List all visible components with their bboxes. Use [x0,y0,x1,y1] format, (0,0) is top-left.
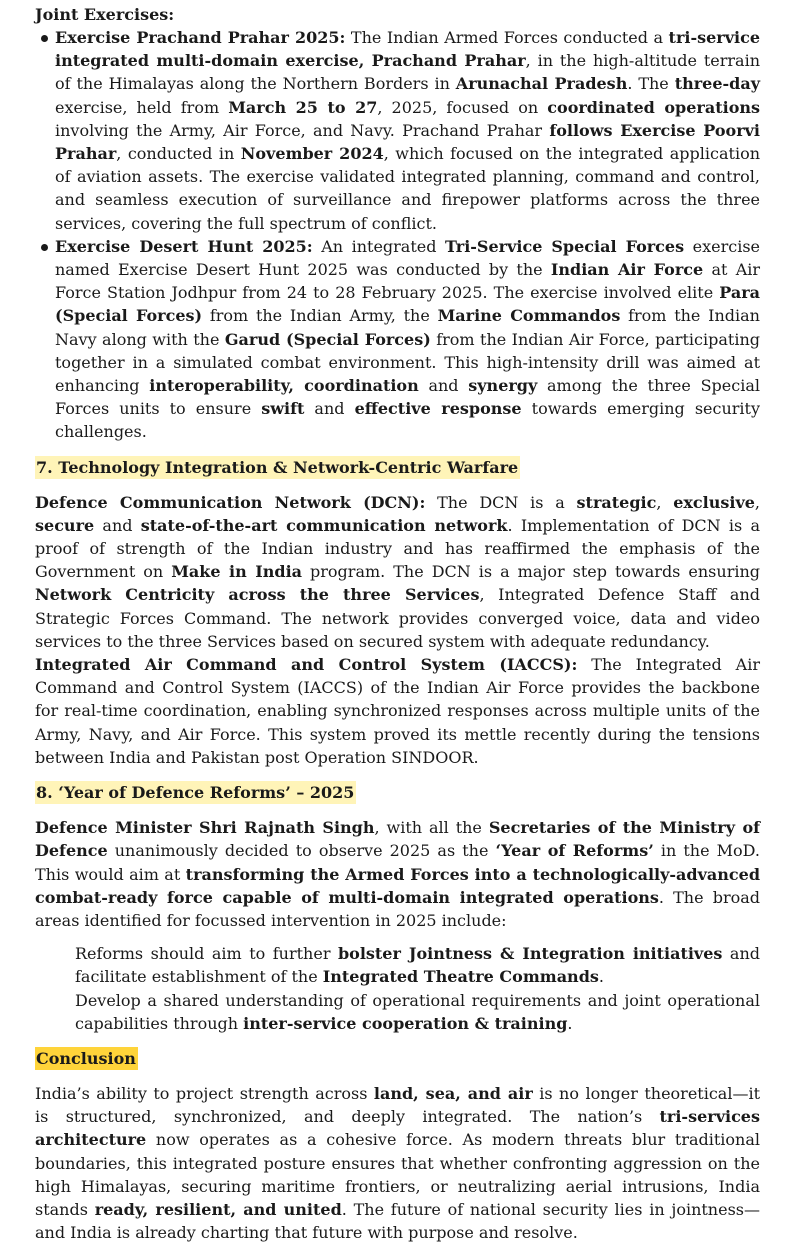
bullet-icon [41,244,48,251]
bold-text-run: Tri-Service Special Forces [445,236,685,256]
bold-text-run: tri-services architecture [35,1107,760,1150]
text-run: is no longer theoretical—it is structured, synchronized, and deeply integrated. The nation’s [35,1083,761,1127]
bold-text-run: effective response [354,399,522,419]
conclusion-paragraph [35,1082,760,1244]
bold-text-run: interoperability, coordination [149,376,419,396]
bold-text-run: November 2024 [240,144,384,164]
bold-text-run: Integrated Air Command and Control System (IACCS): [35,655,578,675]
bold-text-run: Exercise Prachand Prahar 2025: [55,28,346,47]
list-item [35,26,760,235]
bold-text-run: bolster Jointness & Integration initiatives [337,944,723,964]
list-item [75,942,760,988]
text-run: in the MoD. This would aim at [35,841,761,884]
text-run: The Indian Armed Forces conducted a [345,28,669,47]
text-run: involving the Army, Air Force, and Navy. Prachand Prahar [55,120,550,140]
text-run: , with all the [374,818,489,838]
bold-text-run: Exercise Desert Hunt 2025: [55,236,313,256]
text-run: exercise, held from [55,97,229,117]
bold-text-run: synergy [468,376,538,396]
text-run: exercise named Exercise Desert Hunt 2025 was conducted by the [55,236,761,280]
bold-text-run: Defence Minister Shri Rajnath Singh [35,818,375,838]
bold-text-run: Defence Communication Network (DCN): [35,492,426,512]
bold-text-run: strategic [576,492,657,512]
text-run: and [94,515,141,535]
bold-text-run: land, sea, and air [373,1083,533,1103]
text-run: and [304,399,355,419]
bold-text-run: ready, resilient, and united [94,1199,342,1219]
text-run: An integrated [312,236,446,256]
text-run: , conducted in [116,144,241,164]
text-run: , [656,492,674,512]
text-run: , which focused on the integrated application of aviation assets. The exercise validated integrated planning, command and control, and seamless execution of surveillance and firepower platforms across the three services, covering the full spectrum of conflict. [55,144,761,233]
text-run: . [598,967,604,987]
bold-text-run: secure [35,515,95,535]
list-item [35,235,760,444]
text-run: The DCN is a [425,492,577,512]
reforms-intro-paragraph [35,816,760,932]
section-7-heading: 7. Technology Integration & Network-Centric Warfare [36,457,519,477]
reforms-list [75,942,760,1035]
text-run: , Integrated Defence Staff and Strategic Forces Command. The network provides converged voice, data and video services to the three Services based on secured system with adequate redundancy. [35,585,761,651]
exercise-desert-hunt-text [55,235,760,444]
bold-text-run: Para (Special Forces) [55,283,760,326]
bold-text-run: transforming the Armed Forces into a technologically-advanced combat-ready force capable of multi-domain integrated operations [35,864,761,907]
bold-text-run: March 25 to 27 [228,97,378,117]
text-run: and facilitate establishment of the [75,944,760,987]
bold-text-run: ‘Year of Reforms’ [495,841,654,861]
bold-text-run: Integrated Theatre Commands [322,967,599,987]
list-item [75,989,760,1035]
bold-text-run: exclusive [673,492,755,512]
bold-text-run: follows Exercise Poorvi Prahar [55,120,761,164]
bold-text-run: Indian Air Force [550,260,704,280]
bold-text-run: Secretaries of the Ministry of Defence [35,818,760,861]
exercise-prachand-prahar-text [55,26,760,235]
text-run: now operates as a cohesive force. As modern threats blur traditional boundaries, this integrated posture ensures that whether confronting aggression on the high Himalayas, securing maritime frontiers, or neutralizing aerial intrusions, India stands [35,1130,760,1219]
bold-text-run: Make in India [171,562,303,582]
iaccs-paragraph [35,653,760,769]
text-run: . The future of national security lies in jointness—and India is already charting that future with purpose and resolve. [35,1199,761,1243]
text-run: , [754,492,761,512]
text-run: . [567,1013,573,1033]
text-run: program. The DCN is a major step towards ensuring [302,562,761,582]
joint-exercises-list [35,26,760,444]
bold-text-run: state-of-the-art communication network [140,515,508,535]
text-run: . The broad areas identified for focussed intervention in 2025 include: [35,887,760,930]
bold-text-run: coordinated operations [547,97,761,117]
section-8-heading: 8. ‘Year of Defence Reforms’ – 2025 [36,783,355,803]
bold-text-run: tri-service integrated multi-domain exercise, Prachand Prahar [55,28,760,71]
text-run: towards emerging security challenges. [55,399,761,442]
dcn-paragraph [35,491,760,653]
bold-text-run: Marine Commandos [437,306,621,326]
bold-text-run: swift [261,399,305,419]
text-run: India’s ability to project strength across [35,1083,374,1103]
text-run: . The [627,74,675,94]
joint-exercises-heading: Joint Exercises: [35,5,175,24]
bullet-icon [41,35,48,42]
text-run: and [418,376,469,396]
text-run: , in the high-altitude terrain of the Himalayas along the Northern Borders in [55,51,760,94]
bold-text-run: Arunachal Pradesh [455,74,628,94]
bold-text-run: three-day [674,74,760,94]
text-run: unanimously decided to observe 2025 as the [107,841,496,861]
text-run: Develop a shared understanding of operational requirements and joint operational capabilities through [75,990,760,1033]
text-run: from the Indian Navy along with the [55,306,760,349]
text-run: from the Indian Air Force, participating together in a simulated combat environment. This high-intensity drill was aimed at enhancing [55,329,760,396]
text-run: The Integrated Air Command and Control System (IACCS) of the Indian Air Force provides the backbone for real-time coordination, enabling synchronized responses across multiple units of the Army, Navy, and Air Force. This system proved its mettle recently during the tensions between India and Pakistan post Operation SINDOOR. [35,655,760,767]
conclusion-heading: Conclusion [36,1048,136,1068]
text-run: among the three Special Forces units to ensure [55,376,760,419]
text-run: at Air Force Station Jodhpur from 24 to 28 February 2025. The exercise involved elite [55,260,761,303]
bold-text-run: Network Centricity across the three Services [35,585,480,605]
bold-text-run: inter-service cooperation & training [243,1013,568,1033]
text-run: . Implementation of DCN is a proof of strength of the Indian industry and has reaffirmed the emphasis of the Government on [35,515,760,582]
text-run: , 2025, focused on [377,97,548,117]
bold-text-run: Garud (Special Forces) [224,329,431,349]
text-run: Reforms should aim to further [75,944,338,964]
text-run: from the Indian Army, the [202,306,438,326]
